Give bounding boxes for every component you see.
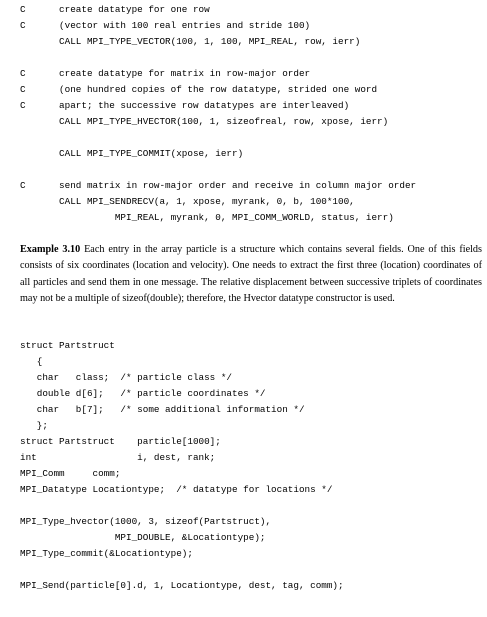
code-line: MPI_DOUBLE, &Locationtype); bbox=[20, 532, 266, 543]
code-line: struct Partstruct bbox=[20, 340, 115, 351]
code-line: MPI_Send(particle[0].d, 1, Locationtype, dest, tag, comm); bbox=[20, 580, 344, 591]
code-line: MPI_Datatype Locationtype; /* datatype for locations */ bbox=[20, 484, 333, 495]
code-line: CALL MPI_TYPE_COMMIT(xpose, ierr) bbox=[20, 148, 244, 159]
code-line: MPI_Comm comm; bbox=[20, 468, 121, 479]
code-line: C create datatype for matrix in row-major order bbox=[20, 68, 311, 79]
code-line: C (one hundred copies of the row datatype, strided one word bbox=[20, 84, 378, 95]
code-line: struct Partstruct particle[1000]; bbox=[20, 436, 221, 447]
code-line: MPI_Type_hvector(1000, 3, sizeof(Partstruct), bbox=[20, 516, 272, 527]
example-label: Example 3.10 bbox=[20, 244, 81, 255]
code-line: char class; /* particle class */ bbox=[20, 372, 233, 383]
code-line: char b[7]; /* some additional information */ bbox=[20, 404, 305, 415]
code-line: int i, dest, rank; bbox=[20, 452, 216, 463]
code-line: C (vector with 100 real entries and stride 100) bbox=[20, 20, 311, 31]
code-line: CALL MPI_TYPE_VECTOR(100, 1, 100, MPI_REAL, row, ierr) bbox=[20, 36, 361, 47]
c-code-block bbox=[20, 338, 344, 594]
example-paragraph bbox=[20, 242, 482, 308]
code-line: }; bbox=[20, 420, 48, 431]
code-line: MPI_Type_commit(&Locationtype); bbox=[20, 548, 193, 559]
code-line: { bbox=[20, 356, 43, 367]
code-line: MPI_REAL, myrank, 0, MPI_COMM_WORLD, status, ierr) bbox=[20, 212, 394, 223]
code-line: CALL MPI_TYPE_HVECTOR(100, 1, sizeofreal, row, xpose, ierr) bbox=[20, 116, 389, 127]
code-line: C create datatype for one row bbox=[20, 4, 210, 15]
code-line: double d[6]; /* particle coordinates */ bbox=[20, 388, 266, 399]
fortran-code-block bbox=[20, 2, 416, 226]
code-line: CALL MPI_SENDRECV(a, 1, xpose, myrank, 0, b, 100*100, bbox=[20, 196, 355, 207]
code-line: C send matrix in row-major order and receive in column major order bbox=[20, 180, 417, 191]
example-text: Each entry in the array particle is a structure which contains several fields. One of this fields consists of six coordinates (location and velocity). One needs to extract the first three (location) coordinates of all particles and send them in one message. The relative displacement between successive triplets of coordinates may not be a multiple of sizeof(double); therefore, the Hvector datatype constructor is used. bbox=[20, 244, 482, 305]
code-line: C apart; the successive row datatypes are interleaved) bbox=[20, 100, 350, 111]
